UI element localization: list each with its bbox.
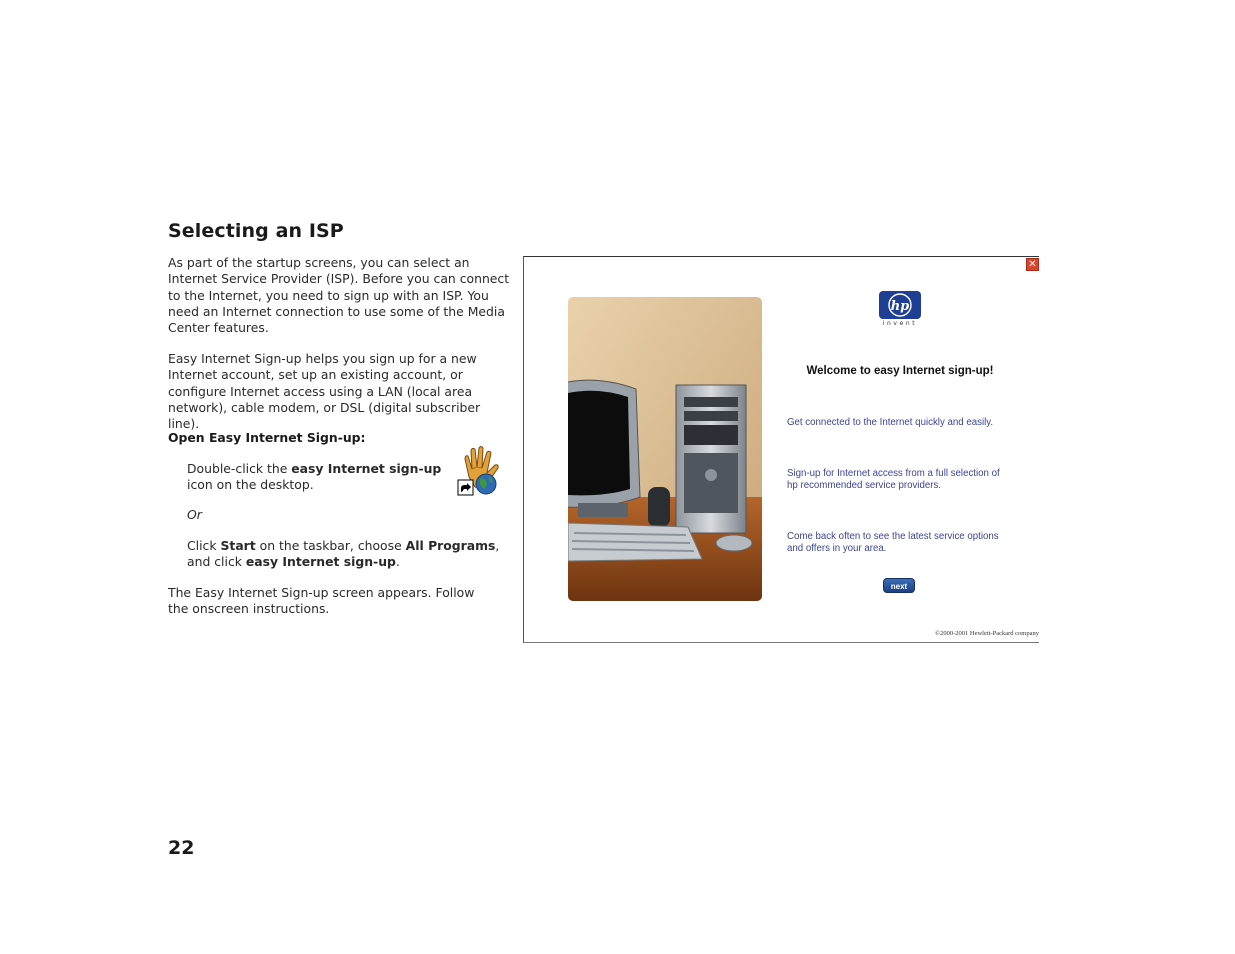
step2-programs: All Programs	[405, 538, 496, 553]
step2-signup: easy Internet sign-up	[245, 554, 396, 570]
info-text-3: Come back often to see the latest service options and offers in your area.	[787, 531, 999, 555]
computer-photo	[568, 297, 762, 601]
next-button[interactable]: next	[883, 578, 915, 593]
easy-signup-paragraph: Easy Internet Sign-up helps you sign up for a new Internet account, set up an existing account, or configure Internet access using a LAN (local area network), cable modem, or DSL (digital subscriber line).	[168, 351, 481, 432]
hp-logo-tagline: invent	[882, 320, 918, 327]
section-heading: Selecting an ISP	[168, 220, 344, 242]
step2-end: .	[395, 554, 400, 570]
step1-pre: Double-click the	[187, 461, 292, 476]
step-double-click	[187, 461, 447, 494]
closing-paragraph: The Easy Internet Sign-up screen appears. Follow the onscreen instructions.	[168, 585, 475, 617]
step-start-menu	[187, 538, 507, 571]
signup-desktop-icon[interactable]	[457, 443, 507, 497]
step2-mid: on the taskbar, choose	[255, 538, 406, 553]
info-text-1: Get connected to the Internet quickly and easily.	[787, 417, 994, 428]
intro-paragraph: As part of the startup screens, you can select an Internet Service Provider (ISP). Before you can connect to the Internet, you need to sign up with an ISP. You need an Internet connection to use some of the Media Center features.	[168, 255, 510, 336]
info-text-2: Sign-up for Internet access from a full selection of hp recommended service providers.	[787, 468, 1000, 492]
step1-bold: easy Internet sign-up	[291, 461, 442, 476]
page-number: 22	[168, 837, 195, 859]
svg-text:hp: hp	[890, 299, 910, 314]
signup-window-screenshot	[523, 256, 1039, 643]
welcome-title: Welcome to easy Internet sign-up!	[806, 365, 994, 377]
step2-mid2: , and click	[187, 538, 500, 570]
copyright-text: ©2000-2001 Hewlett-Packard company	[935, 630, 1039, 637]
close-icon[interactable]: ✕	[1026, 258, 1039, 271]
step2-pre: Click	[187, 538, 221, 553]
instructions-subheading: Open Easy Internet Sign-up:	[168, 430, 366, 445]
or-text: Or	[187, 507, 202, 522]
step1-post: icon on the desktop.	[187, 477, 314, 493]
step2-start: Start	[220, 538, 256, 553]
hp-logo	[879, 291, 921, 319]
